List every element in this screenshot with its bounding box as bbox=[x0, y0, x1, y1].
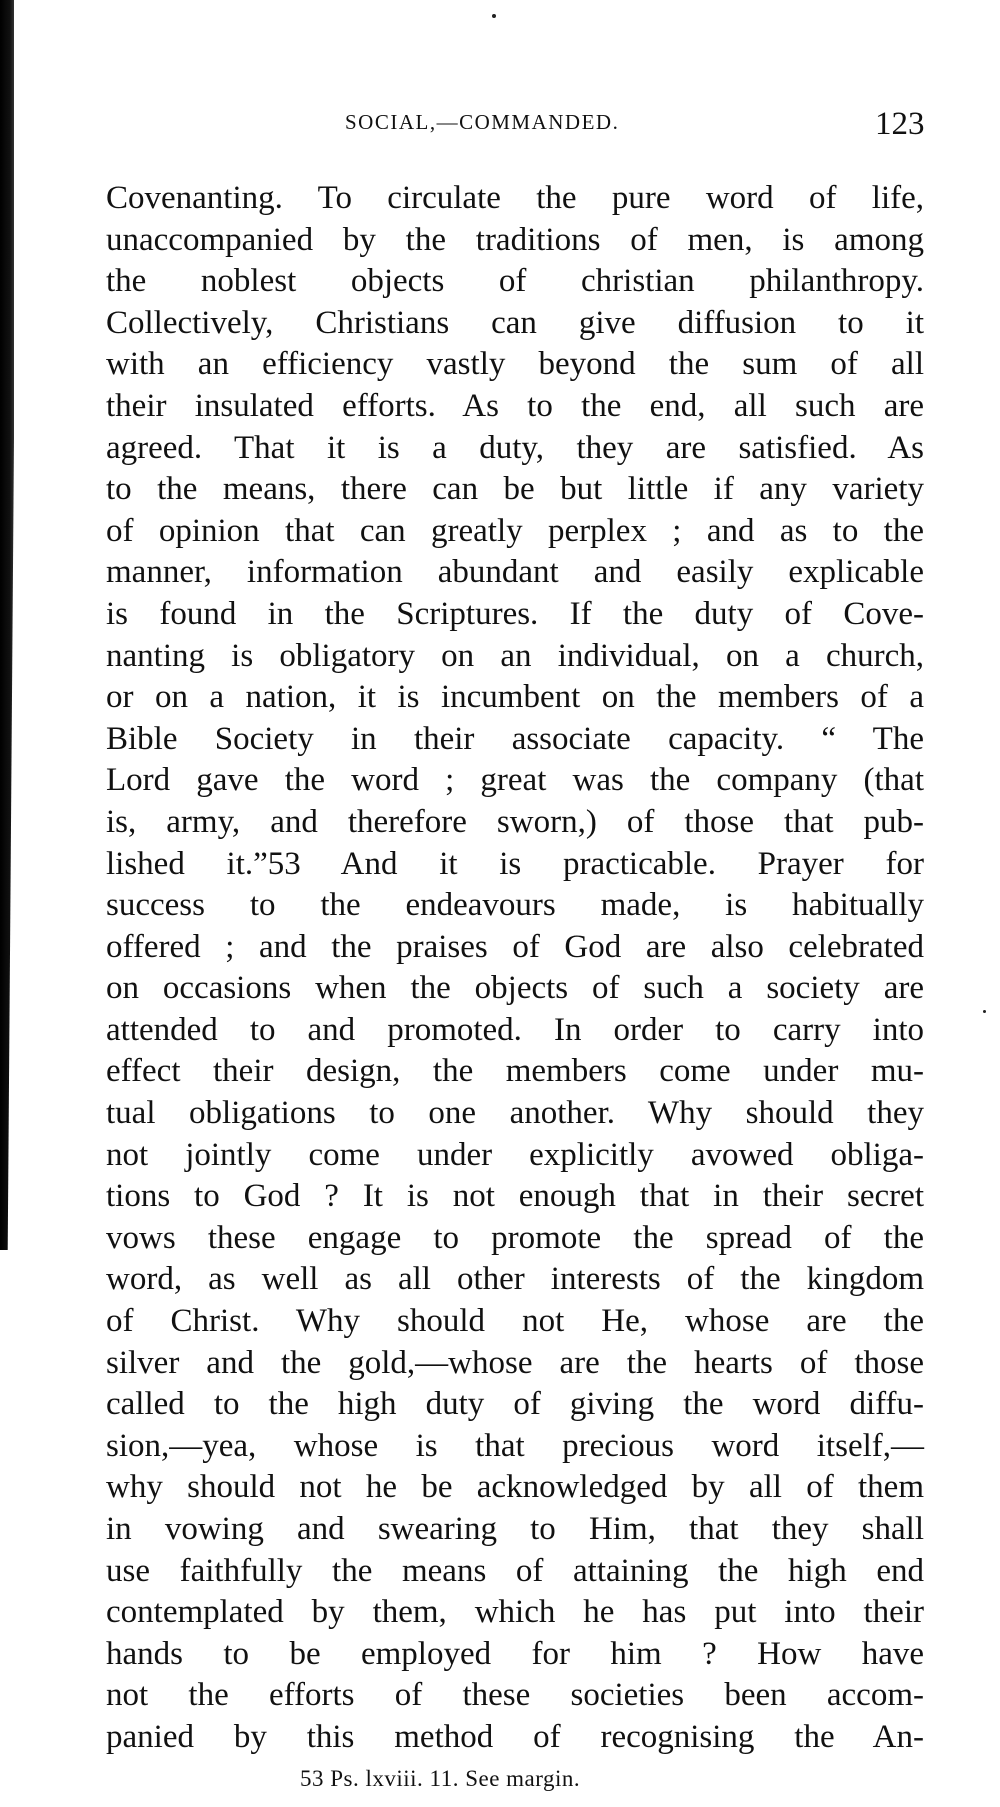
text-line: with an efficiency vastly beyond the sum of all bbox=[106, 346, 924, 383]
text-line: panied by this method of recognising the An- bbox=[106, 1718, 924, 1755]
page-header bbox=[0, 106, 1000, 146]
body-text bbox=[106, 178, 924, 1759]
text-line: to the means, there can be but little if any variety bbox=[106, 471, 924, 508]
text-line: is found in the Scriptures. If the duty of Cove- bbox=[106, 595, 924, 632]
text-line: of Christ. Why should not He, whose are the bbox=[106, 1303, 924, 1340]
text-line: silver and the gold,—whose are the hearts of those bbox=[106, 1344, 924, 1381]
text-line: use faithfully the means of attaining the high end bbox=[106, 1552, 924, 1589]
page-number: 123 bbox=[875, 106, 925, 142]
text-line: the noblest objects of christian philanthropy. bbox=[106, 263, 924, 300]
text-line: agreed. That it is a duty, they are satisfied. As bbox=[106, 429, 924, 466]
text-line: tions to God ? It is not enough that in their secret bbox=[106, 1178, 924, 1215]
text-line: word, as well as all other interests of the kingdom bbox=[106, 1261, 924, 1298]
running-head: SOCIAL,—COMMANDED. bbox=[345, 110, 620, 134]
print-speck bbox=[983, 1010, 986, 1013]
text-line: effect their design, the members come under mu- bbox=[106, 1053, 924, 1090]
text-line: attended to and promoted. In order to carry into bbox=[106, 1011, 924, 1048]
text-line: of opinion that can greatly perplex ; and as to the bbox=[106, 512, 924, 549]
text-line: on occasions when the objects of such a society are bbox=[106, 970, 924, 1007]
text-line: not jointly come under explicitly avowed obliga- bbox=[106, 1136, 924, 1173]
text-line: unaccompanied by the traditions of men, is among bbox=[106, 221, 924, 258]
text-line: called to the high duty of giving the word diffu- bbox=[106, 1386, 924, 1423]
text-line: tual obligations to one another. Why should they bbox=[106, 1095, 924, 1132]
print-speck bbox=[492, 14, 496, 18]
text-line: success to the endeavours made, is habitually bbox=[106, 887, 924, 924]
text-line: contemplated by them, which he has put into their bbox=[106, 1594, 924, 1631]
text-line: is, army, and therefore sworn,) of those that pub- bbox=[106, 803, 924, 840]
text-line: offered ; and the praises of God are also celebrated bbox=[106, 928, 924, 965]
text-line: why should not he be acknowledged by all of them bbox=[106, 1469, 924, 1506]
text-line: Collectively, Christians can give diffusion to it bbox=[106, 304, 924, 341]
text-line: Covenanting. To circulate the pure word of life, bbox=[106, 180, 924, 216]
text-line: lished it.”53 And it is practicable. Prayer for bbox=[106, 845, 924, 882]
text-line: hands to be employed for him ? How have bbox=[106, 1635, 924, 1672]
footnote: 53 Ps. lxviii. 11. See margin. bbox=[300, 1766, 581, 1791]
text-line: Lord gave the word ; great was the company (that bbox=[106, 762, 924, 799]
page-binding-shadow bbox=[0, 0, 14, 1250]
text-line: manner, information abundant and easily explicable bbox=[106, 554, 924, 591]
text-line: their insulated efforts. As to the end, all such are bbox=[106, 387, 924, 424]
text-line: or on a nation, it is incumbent on the members of a bbox=[106, 679, 924, 716]
text-line: nanting is obligatory on an individual, on a church, bbox=[106, 637, 924, 674]
text-line: in vowing and swearing to Him, that they shall bbox=[106, 1511, 924, 1547]
text-line: sion,—yea, whose is that precious word itself,— bbox=[106, 1427, 924, 1464]
text-line: vows these engage to promote the spread of the bbox=[106, 1219, 924, 1256]
text-line: Bible Society in their associate capacity. “ The bbox=[106, 720, 924, 757]
text-line: not the efforts of these societies been accom- bbox=[106, 1677, 924, 1714]
